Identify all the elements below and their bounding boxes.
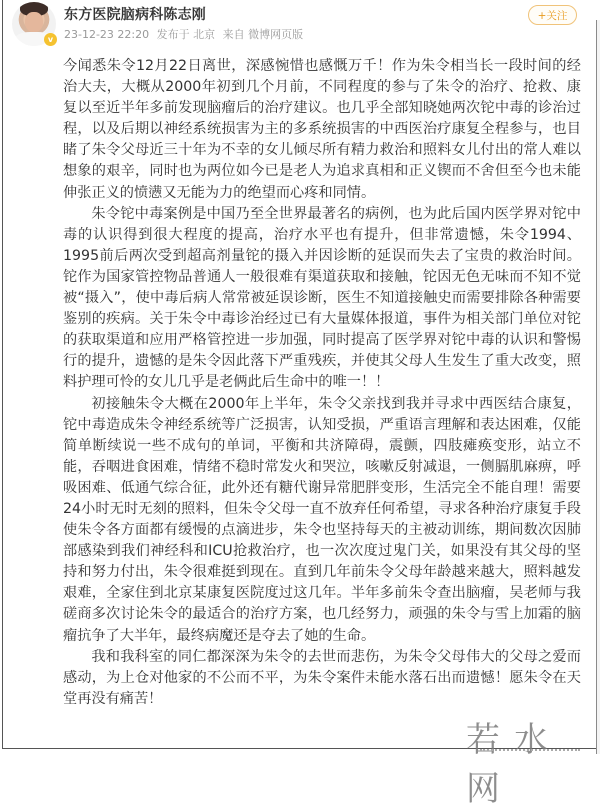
avatar-face — [25, 12, 43, 32]
paragraph: 初接触朱令大概在2000年上半年，朱令父亲找到我并寻求中西医结合康复，铊中毒造成朱令神经系统等广泛损害，认知受损，严重语言理解和表达困难，仅能简单断续说一些不成句的单词，平衡和共济障碍，震颤，四肢瘫痪变形，站立不能，吞咽进食困难，情绪不稳时常发火和哭泣，咳嗽反射减退，一侧膈肌麻痹，呼吸困难、低通气综合征，此外还有糖代谢异常肥胖变形，生活完全不能自理！需要24小时无时无刻的照料，但朱令父母一直不放弃任何希望，寻求各种治疗康复手段使朱令各方面都有缓慢的点滴进步，朱令也坚持每天的主被动训练，期间数次因肺部感染到我们神经科和ICU抢救治疗，也一次次度过鬼门关，如果没有其父母的坚持和努力付出，朱令很难挺到现在。直到几年前朱令父母年龄越来越大，照料越发艰难，全家住到北京某康复医院度过这几年。半年多前朱令查出脑瘤，吴老师与我磋商多次讨论朱令的最适合的治疗方案，也几经努力，顽强的朱令与雪上加霜的脑瘤抗争了大半年，最终病魔还是夺去了她的生命。 — [63, 395, 581, 644]
follow-button[interactable]: +关注 — [528, 5, 577, 25]
watermark-underline — [480, 749, 580, 755]
adjacent-panel-edge — [596, 20, 600, 754]
post-location: 发布于 北京 — [156, 28, 216, 41]
post-body — [63, 56, 581, 710]
paragraph: 今闻悉朱令12月22日离世，深感惋惜也感慨万千！作为朱令相当长一段时间的经治大夫，大概从2000年初到几个月前，不同程度的参与了朱令的治疗、抢救、康复以至近半年多前发现脑瘤后的治疗建议。也几乎全部知晓她两次铊中毒的诊治过程，以及后期以神经系统损害为主的多系统损害的中西医治疗康复全程参与，也目睹了朱令父母近三十年为不幸的女儿倾尽所有精力救治和照料女儿付出的常人难以想象的艰辛，同时也为两位如今已是老人为追求真相和正义锲而不舍但至今也未能伸张正义的愤懑又无能为力的绝望而心疼和同情。 — [63, 58, 581, 201]
verified-badge-icon: v — [44, 33, 57, 46]
author-name[interactable]: 东方医院脑病科陈志刚 — [64, 7, 206, 23]
post-timestamp[interactable]: 23-12-23 22:20 — [64, 28, 150, 41]
post-source: 来自 微博网页版 — [222, 28, 304, 41]
paragraph: 我和我科室的同仁都深深为朱令的去世而悲伤，为朱令父母伟大的父母之爱而感动，为上仓对他家的不公而不平，为朱令案件未能水落石出而遗憾！愿朱令在天堂再没有痛苦！ — [63, 648, 581, 707]
watermark: 若水网 — [466, 720, 562, 809]
weibo-post-card — [2, 0, 597, 749]
paragraph: 朱令铊中毒案例是中国乃至全世界最著名的病例，也为此后国内医学界对铊中毒的认识得到很大程度的提高，治疗水平也有提升，但非常遗憾，朱令1994、1995前后两次受到超高剂量铊的摄入并因诊断的延误而失去了宝贵的救治时间。铊作为国家管控物品普通人一般很难有渠道获取和接触，铊因无色无味而不知不觉被“摄入”，使中毒后病人常常被延误诊断，医生不知道接触史而需要排除各种需要鉴别的疾病。关于朱令中毒诊治经过已有大量媒体报道，事件为相关部门单位对铊的获取渠道和应用严格管控进一步加强，同时提高了医学界对铊中毒的认识和警惕行的提升，遗憾的是朱令因此落下严重残疾，并使其父母人生发生了重大改变，照料护理可怜的女儿几乎是老俩此后生命中的唯一！！ — [63, 205, 581, 391]
post-meta — [64, 26, 307, 42]
